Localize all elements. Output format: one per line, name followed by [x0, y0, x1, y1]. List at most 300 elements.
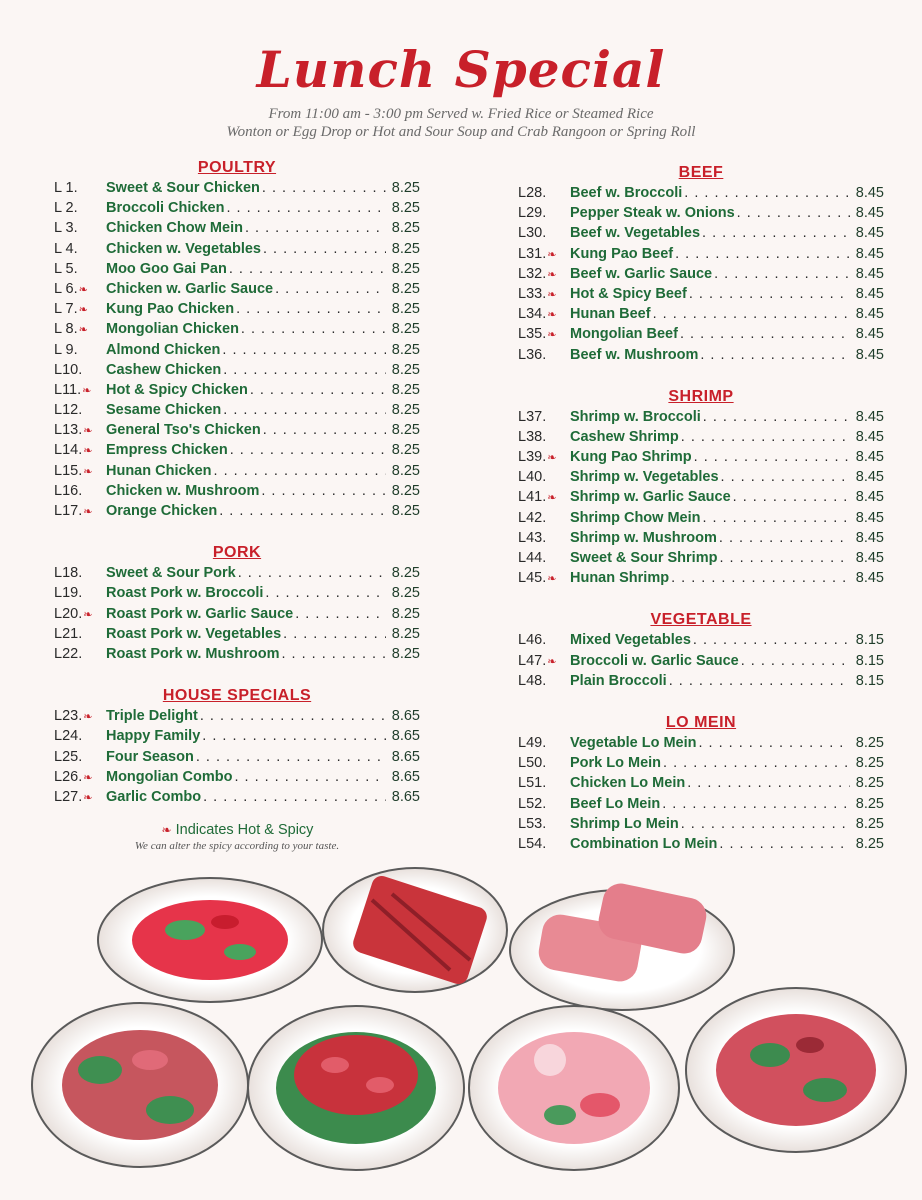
legend-note: We can alter the spicy according to your taste.	[134, 840, 340, 852]
dot-leader	[214, 461, 386, 481]
item-price: 8.25	[391, 585, 420, 602]
menu-item	[54, 440, 420, 460]
section-poultry	[54, 178, 420, 521]
item-code: L46.	[518, 632, 547, 649]
item-price: 8.45	[855, 469, 884, 486]
item-price: 8.45	[855, 245, 884, 262]
menu-item	[54, 279, 420, 299]
menu-item	[518, 304, 884, 324]
item-code: L34. ❧	[518, 304, 570, 325]
section-vegetable	[518, 630, 884, 691]
menu-item	[54, 583, 420, 603]
item-code: L50.	[518, 755, 547, 772]
item-name: Kung Pao Shrimp	[570, 449, 692, 466]
menu-item	[518, 834, 884, 854]
dish-photo-sweet-sour-chicken	[98, 878, 322, 1002]
section-title-shrimp: SHRIMP	[668, 387, 734, 405]
item-code: L33. ❧	[518, 284, 570, 305]
item-name: Orange Chicken	[106, 503, 218, 519]
item-code: L38.	[518, 428, 547, 445]
item-code: L24.	[54, 728, 83, 745]
dot-leader	[737, 203, 850, 223]
item-code: L25.	[54, 748, 83, 765]
item-code: L 7. ❧	[54, 299, 106, 320]
section-shrimp	[518, 407, 884, 589]
item-price: 8.25	[391, 361, 420, 378]
dot-leader	[687, 773, 850, 793]
dish-photo-sesame-chicken	[248, 1006, 464, 1170]
item-price: 8.45	[855, 205, 884, 222]
menu-item	[54, 420, 420, 440]
dot-leader	[262, 178, 386, 198]
item-name: Roast Pork w. Mushroom	[106, 645, 280, 662]
item-name: Beef w. Garlic Sauce	[570, 265, 713, 282]
item-name: Garlic Combo	[106, 788, 202, 805]
item-price: 8.15	[855, 632, 884, 649]
item-name: Shrimp w. Garlic Sauce	[570, 489, 731, 506]
item-price: 8.25	[855, 795, 884, 812]
item-price: 8.45	[855, 428, 884, 445]
item-code: L 5.	[54, 260, 78, 277]
item-code: L 4.	[54, 240, 78, 257]
item-code: L 2.	[54, 200, 78, 217]
item-price: 8.25	[391, 381, 420, 398]
menu-item	[518, 568, 884, 588]
item-price: 8.45	[855, 225, 884, 242]
item-price: 8.65	[391, 788, 420, 805]
item-price: 8.25	[391, 503, 420, 519]
item-name: Shrimp w. Mushroom	[570, 529, 717, 546]
dot-leader	[236, 299, 386, 319]
dot-leader	[719, 528, 850, 548]
menu-item	[518, 794, 884, 814]
menu-item	[54, 767, 420, 787]
menu-item	[518, 487, 884, 507]
item-price: 8.25	[391, 625, 420, 642]
dot-leader	[241, 319, 386, 339]
menu-item	[518, 447, 884, 467]
menu-item	[54, 481, 420, 501]
section-title-vegetable: VEGETABLE	[650, 611, 752, 629]
menu-item	[54, 501, 420, 521]
dot-leader	[662, 794, 850, 814]
menu-item	[518, 264, 884, 284]
item-code: L21.	[54, 625, 83, 642]
item-code: L 1.	[54, 180, 78, 196]
menu-item	[54, 299, 420, 319]
item-price: 8.25	[855, 734, 884, 751]
item-price: 8.65	[391, 768, 420, 785]
item-name: Sweet & Sour Shrimp	[570, 550, 718, 566]
dot-leader	[234, 767, 386, 787]
item-name: Hunan Shrimp	[570, 570, 670, 587]
dot-leader	[219, 501, 386, 521]
item-code: L39. ❧	[518, 447, 570, 468]
dot-leader	[719, 834, 850, 854]
item-name: Shrimp w. Broccoli	[570, 408, 701, 425]
menu-item	[518, 183, 884, 203]
dot-leader	[741, 651, 850, 671]
menu-item	[54, 319, 420, 339]
menu-item	[518, 753, 884, 773]
item-code: L32. ❧	[518, 264, 570, 285]
menu-item	[518, 467, 884, 487]
section-house-specials	[54, 706, 420, 807]
item-price: 8.25	[391, 220, 420, 237]
item-code: L13. ❧	[54, 420, 106, 441]
item-name: Hunan Chicken	[106, 462, 212, 479]
item-name: Chicken w. Mushroom	[106, 482, 260, 499]
item-name: Almond Chicken	[106, 341, 221, 358]
menu-item	[518, 284, 884, 304]
item-code: L18.	[54, 565, 83, 582]
item-name: Empress Chicken	[106, 442, 228, 459]
menu-item	[54, 340, 420, 360]
chili-pepper-icon: ❧	[78, 304, 88, 317]
dot-leader	[265, 583, 386, 603]
menu-item	[54, 706, 420, 726]
item-code: L12.	[54, 402, 83, 419]
item-name: Moo Goo Gai Pan	[106, 260, 227, 277]
item-name: Vegetable Lo Mein	[570, 734, 697, 751]
item-name: Sweet & Sour Pork	[106, 565, 236, 582]
item-name: Broccoli w. Garlic Sauce	[570, 652, 739, 669]
menu-item	[54, 218, 420, 238]
item-price: 8.45	[855, 529, 884, 546]
chili-pepper-icon: ❧	[547, 268, 557, 281]
item-code: L36.	[518, 346, 547, 363]
item-name: Chicken w. Vegetables	[106, 240, 261, 257]
item-price: 8.15	[855, 672, 884, 689]
menu-item	[54, 787, 420, 807]
dot-leader	[250, 380, 386, 400]
item-price: 8.25	[391, 180, 420, 196]
dot-leader	[669, 671, 850, 691]
menu-item	[518, 548, 884, 568]
item-price: 8.25	[855, 755, 884, 772]
item-name: Plain Broccoli	[570, 672, 667, 689]
item-price: 8.45	[855, 326, 884, 343]
item-code: L14. ❧	[54, 440, 106, 461]
item-code: L 6. ❧	[54, 279, 106, 300]
subtitle-hours: From 11:00 am - 3:00 pm Served w. Fried Rice or Steamed Rice	[268, 106, 654, 122]
chili-pepper-icon: ❧	[83, 608, 93, 621]
item-code: L 9.	[54, 341, 78, 358]
menu-item	[54, 624, 420, 644]
item-price: 8.25	[391, 341, 420, 358]
dot-leader	[699, 733, 851, 753]
dot-leader	[675, 244, 850, 264]
item-price: 8.25	[391, 482, 420, 499]
item-name: Chicken Chow Mein	[106, 220, 243, 237]
section-title-lo-mein: LO MEIN	[665, 713, 737, 731]
dot-leader	[663, 753, 850, 773]
menu-item	[54, 259, 420, 279]
item-price: 8.25	[391, 200, 420, 217]
dot-leader	[671, 568, 850, 588]
item-price: 8.25	[855, 835, 884, 852]
item-name: Chicken w. Garlic Sauce	[106, 280, 274, 297]
dot-leader	[200, 706, 386, 726]
section-lo-mein	[518, 733, 884, 854]
dot-leader	[703, 407, 850, 427]
menu-item	[518, 407, 884, 427]
menu-item	[518, 223, 884, 243]
item-name: Cashew Chicken	[106, 361, 222, 378]
item-price: 8.45	[855, 265, 884, 282]
item-code: L 3.	[54, 220, 78, 237]
dot-leader	[245, 218, 386, 238]
item-name: Beef w. Broccoli	[570, 185, 683, 201]
dish-photo-broccoli-beef	[32, 1003, 248, 1167]
item-name: Cashew Shrimp	[570, 428, 679, 445]
item-code: L47. ❧	[518, 651, 570, 672]
chili-pepper-icon: ❧	[547, 573, 557, 586]
item-name: Hot & Spicy Chicken	[106, 381, 248, 398]
menu-item	[518, 671, 884, 691]
dot-leader	[263, 420, 386, 440]
chili-pepper-icon: ❧	[78, 283, 88, 296]
dot-leader	[702, 223, 850, 243]
menu-item	[54, 461, 420, 481]
item-code: L17. ❧	[54, 501, 106, 522]
dish-photo-hunan-beef	[686, 988, 906, 1152]
item-code: L48.	[518, 672, 547, 689]
menu-item	[54, 380, 420, 400]
item-code: L27. ❧	[54, 787, 106, 808]
item-code: L19.	[54, 585, 83, 602]
section-pork	[54, 563, 420, 664]
item-code: L41. ❧	[518, 487, 570, 508]
dish-photo-egg-rolls	[510, 880, 734, 1010]
menu-item	[518, 508, 884, 528]
item-name: Combination Lo Mein	[570, 835, 718, 852]
item-price: 8.45	[855, 489, 884, 506]
item-name: Mongolian Beef	[570, 326, 678, 343]
menu-item	[518, 427, 884, 447]
item-price: 8.25	[391, 462, 420, 479]
dot-leader	[281, 644, 386, 664]
dot-leader	[263, 239, 386, 259]
item-name: Shrimp Chow Mein	[570, 509, 701, 526]
item-name: Roast Pork w. Vegetables	[106, 625, 282, 642]
dish-photo-seafood-delight	[469, 1006, 679, 1170]
menu-item	[54, 239, 420, 259]
right-column	[518, 163, 884, 854]
item-name: Triple Delight	[106, 708, 198, 725]
dot-leader	[733, 487, 850, 507]
menu-item	[518, 733, 884, 753]
dot-leader	[223, 400, 386, 420]
item-price: 8.25	[391, 301, 420, 318]
item-name: Kung Pao Beef	[570, 245, 674, 262]
dot-leader	[700, 345, 850, 365]
item-price: 8.25	[855, 775, 884, 792]
item-code: L22.	[54, 645, 83, 662]
item-name: Sweet & Sour Chicken	[106, 180, 260, 196]
chili-pepper-icon: ❧	[83, 506, 93, 518]
menu-item	[54, 604, 420, 624]
legend-text: Indicates Hot & Spicy	[175, 822, 314, 838]
chili-pepper-icon: ❧	[78, 324, 88, 337]
item-price: 8.45	[855, 285, 884, 302]
item-name: Hunan Beef	[570, 306, 651, 323]
item-price: 8.25	[391, 260, 420, 277]
item-name: Pepper Steak w. Onions	[570, 205, 735, 222]
menu-item	[518, 528, 884, 548]
item-price: 8.45	[855, 570, 884, 587]
chili-pepper-icon: ❧	[83, 465, 93, 478]
item-price: 8.45	[855, 509, 884, 526]
item-price: 8.25	[391, 422, 420, 439]
menu-item	[518, 773, 884, 793]
item-name: Kung Pao Chicken	[106, 301, 235, 318]
chili-pepper-icon: ❧	[547, 492, 557, 505]
chili-pepper-icon: ❧	[547, 329, 557, 342]
item-price: 8.45	[855, 550, 884, 566]
chili-pepper-icon: ❧	[83, 425, 93, 438]
menu-item	[518, 651, 884, 671]
chili-pepper-icon: ❧	[547, 248, 557, 261]
dot-leader	[203, 787, 386, 807]
dot-leader	[238, 563, 386, 583]
menu-item	[518, 324, 884, 344]
dot-leader	[714, 264, 850, 284]
item-name: Happy Family	[106, 728, 201, 745]
item-name: Mongolian Chicken	[106, 321, 239, 338]
dot-leader	[719, 548, 850, 568]
chili-pepper-icon: ❧	[547, 288, 557, 301]
item-price: 8.25	[855, 815, 884, 832]
item-name: Roast Pork w. Broccoli	[106, 585, 264, 602]
item-price: 8.65	[391, 708, 420, 725]
item-code: L40.	[518, 469, 547, 486]
item-name: Chicken Lo Mein	[570, 775, 686, 792]
item-name: Shrimp Lo Mein	[570, 815, 679, 832]
chili-pepper-icon: ❧	[547, 452, 557, 465]
item-code: L54.	[518, 835, 547, 852]
section-beef	[518, 183, 884, 365]
item-price: 8.45	[855, 185, 884, 201]
menu-item	[54, 400, 420, 420]
item-name: Beef w. Vegetables	[570, 225, 701, 242]
item-code: L20. ❧	[54, 604, 106, 625]
menu-item	[518, 345, 884, 365]
menu-item	[54, 726, 420, 746]
item-code: L23. ❧	[54, 706, 106, 727]
dot-leader	[703, 508, 851, 528]
dot-leader	[681, 427, 850, 447]
food-photo-collage	[0, 860, 922, 1200]
chili-pepper-icon: ❧	[161, 823, 172, 837]
chili-pepper-icon: ❧	[82, 384, 92, 397]
item-name: Four Season	[106, 748, 194, 765]
section-title-pork: PORK	[212, 544, 262, 562]
dot-leader	[275, 279, 386, 299]
item-code: L51.	[518, 775, 547, 792]
item-code: L30.	[518, 225, 547, 242]
chili-pepper-icon: ❧	[83, 445, 93, 458]
item-price: 8.45	[855, 346, 884, 363]
item-code: L37.	[518, 408, 547, 425]
item-code: L49.	[518, 734, 547, 751]
item-name: Pork Lo Mein	[570, 755, 662, 772]
item-code: L42.	[518, 509, 547, 526]
menu-item	[518, 814, 884, 834]
dot-leader	[653, 304, 850, 324]
menu-item	[54, 360, 420, 380]
dot-leader	[202, 726, 386, 746]
chili-pepper-icon: ❧	[83, 791, 93, 804]
item-price: 8.25	[391, 442, 420, 459]
dot-leader	[229, 259, 386, 279]
item-name: Hot & Spicy Beef	[570, 285, 687, 302]
item-name: Sesame Chicken	[106, 402, 222, 419]
item-price: 8.25	[391, 605, 420, 622]
item-code: L29.	[518, 205, 547, 222]
item-price: 8.45	[855, 408, 884, 425]
dot-leader	[694, 447, 850, 467]
dot-leader	[681, 814, 850, 834]
item-price: 8.25	[391, 321, 420, 338]
item-price: 8.25	[391, 645, 420, 662]
left-column	[54, 158, 420, 807]
item-price: 8.65	[391, 748, 420, 765]
dot-leader	[283, 624, 386, 644]
menu-item	[54, 644, 420, 664]
dot-leader	[196, 747, 386, 767]
chili-pepper-icon: ❧	[547, 655, 557, 668]
menu-item	[54, 198, 420, 218]
item-code: L35. ❧	[518, 324, 570, 345]
item-name: Mixed Vegetables	[570, 632, 691, 649]
item-code: L 8. ❧	[54, 319, 106, 340]
item-name: Broccoli Chicken	[106, 200, 225, 217]
item-code: L44.	[518, 550, 547, 566]
item-code: L15. ❧	[54, 461, 106, 482]
item-price: 8.25	[391, 280, 420, 297]
menu-item	[518, 203, 884, 223]
item-code: L10.	[54, 361, 83, 378]
item-code: L45. ❧	[518, 568, 570, 589]
menu-item	[518, 244, 884, 264]
item-code: L16.	[54, 482, 83, 499]
dot-leader	[295, 604, 386, 624]
dot-leader	[721, 467, 850, 487]
dot-leader	[261, 481, 386, 501]
menu-item	[54, 747, 420, 767]
item-price: 8.65	[391, 728, 420, 745]
item-price: 8.45	[855, 306, 884, 323]
page-title: Lunch Special	[256, 40, 666, 99]
menu-item	[54, 178, 420, 198]
chili-pepper-icon: ❧	[83, 771, 93, 784]
dot-leader	[680, 324, 850, 344]
item-price: 8.45	[855, 449, 884, 466]
item-name: Beef Lo Mein	[570, 795, 661, 812]
item-name: Mongolian Combo	[106, 768, 233, 785]
item-price: 8.25	[391, 402, 420, 419]
item-code: L52.	[518, 795, 547, 812]
spicy-legend	[54, 822, 420, 852]
item-name: Beef w. Mushroom	[570, 346, 699, 363]
item-code: L26. ❧	[54, 767, 106, 788]
chili-pepper-icon: ❧	[547, 309, 557, 322]
item-code: L43.	[518, 529, 547, 546]
item-name: Shrimp w. Vegetables	[570, 469, 719, 486]
section-title-house-specials: HOUSE SPECIALS	[162, 687, 312, 705]
item-price: 8.15	[855, 652, 884, 669]
